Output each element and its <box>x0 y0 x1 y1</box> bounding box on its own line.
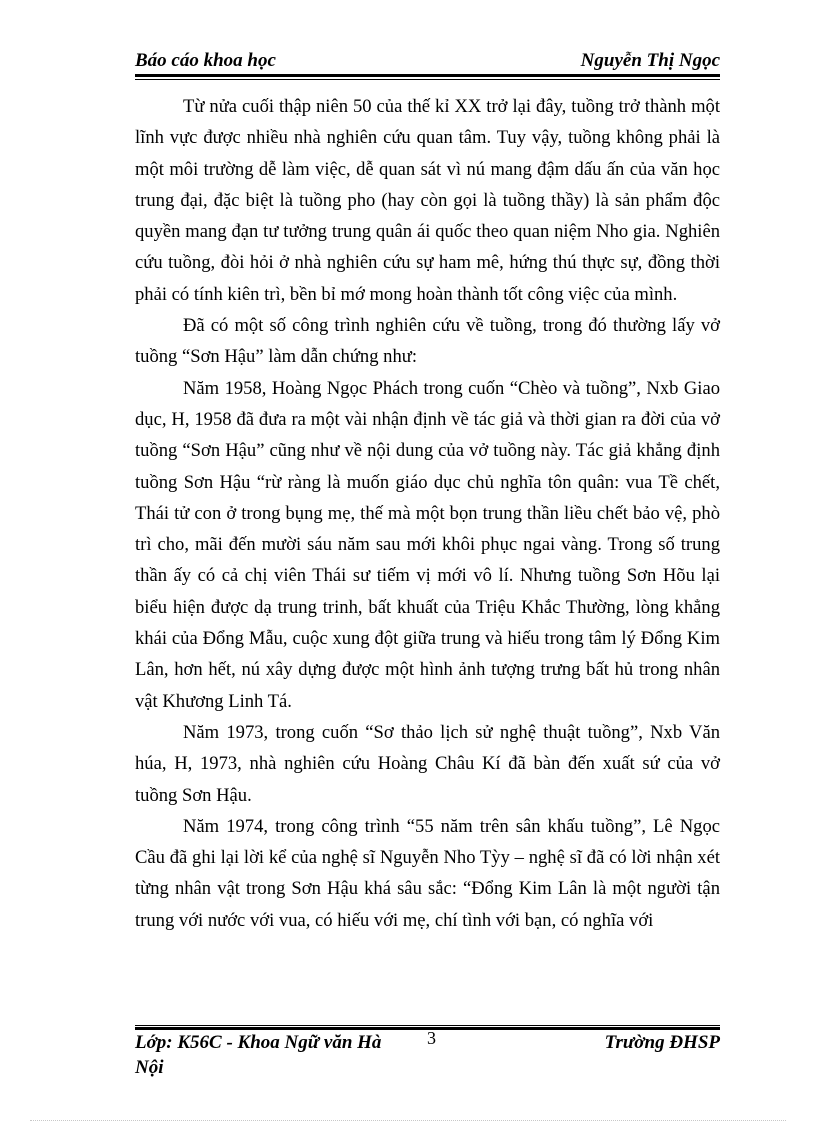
paragraph-5: Năm 1974, trong công trình “55 năm trên sân khấu tuồng”, Lê Ngọc Cầu đã ghi lại lời kể của nghệ sĩ Nguyễn Nho Tỳy – nghệ sĩ đã có lời nhận xét từng nhân vật trong Sơn Hậu khá sâu sắc: “Đổng Kim Lân là một người tận trung với nước với vua, có hiếu với mẹ, chí tình với bạn, có nghĩa với <box>135 815 720 931</box>
paragraph-2: Đã có một số công trình nghiên cứu về tuồng, trong đó thường lấy vở tuồng “Sơn Hậu” làm dẫn chứng như: <box>135 315 720 368</box>
paragraph-1: Từ nửa cuối thập niên 50 của thế kỉ XX trở lại đây, tuồng trở thành một lĩnh vực được nhiều nhà nghiên cứu quan tâm. Tuy vậy, tuồng không phải là một môi trường dễ làm việc, dễ quan sát vì nú mang đậm dấu ấn của văn học trung đại, đặc biệt là tuồng pho (hay còn gọi là tuồng thầy) là sản phẩm độc quyền mang đạn tư tưởng trung quân ái quốc theo quan niệm Nho gia. Nghiên cứu tuồng, đòi hỏi ở nhà nghiên cứu sự ham mê, hứng thú thực sự, đồng thời phải có tính kiên trì, bền bỉ mớ mong hoàn thành tốt công việc của mình. <box>135 96 720 305</box>
body-text <box>135 91 720 936</box>
paragraph-4: Năm 1973, trong cuốn “Sơ thảo lịch sử nghệ thuật tuồng”, Nxb Văn húa, H, 1973, nhà nghiên cứu Hoàng Châu Kí đã bàn đến xuất sứ của vở tuồng Sơn Hậu. <box>135 721 720 806</box>
footer-class-info: Lớp: K56C - Khoa Ngữ văn Hà Nội <box>135 1032 382 1078</box>
header-report-title: Báo cáo khoa học <box>135 50 276 71</box>
footer-rule-thin <box>135 1025 720 1026</box>
page-footer <box>135 1030 720 1080</box>
page-header <box>135 48 720 74</box>
header-author-name: Nguyễn Thị Ngọc <box>580 50 720 71</box>
header-rule-thick <box>135 74 720 77</box>
paragraph-3: Năm 1958, Hoàng Ngọc Phách trong cuốn “Chèo và tuồng”, Nxb Giao dục, H, 1958 đã đưa ra một vài nhận định về tác giả và thời gian ra đời của vở tuồng “Sơn Hậu” cũng như về nội dung của vở tuồng này. Tác giả khẳng định tuồng Sơn Hậu “rừ ràng là muốn giáo dục chủ nghĩa tôn quân: vua Tề chết, Thái tử con ở trong bụng mẹ, thế mà một bọn trung thần liều chết bảo vệ, phò trì cho, mãi đến mười sáu năm sau mới khôi phục ngai vàng. Trong số trung thần ấy có cả chị viên Thái sư tiếm vị mới vô lí. Nhưng tuồng Sơn Hõu lại biểu hiện được dạ trung trinh, bất khuất của Triệu Khắc Thường, lòng khẳng khái của Đổng Mẫu, cuộc xung đột giữa trung và hiếu trong tâm lý Đổng Kim Lân, hơn hết, nú xây dựng được một hình ảnh tượng trưng bất hủ trong nhân vật Khương Linh Tá. <box>135 377 720 712</box>
page-edge-divider <box>30 1120 786 1121</box>
header-rule-thin <box>135 79 720 80</box>
page-number: 3 <box>427 1028 436 1048</box>
footer-school-name: Trường ĐHSP <box>604 1032 720 1053</box>
